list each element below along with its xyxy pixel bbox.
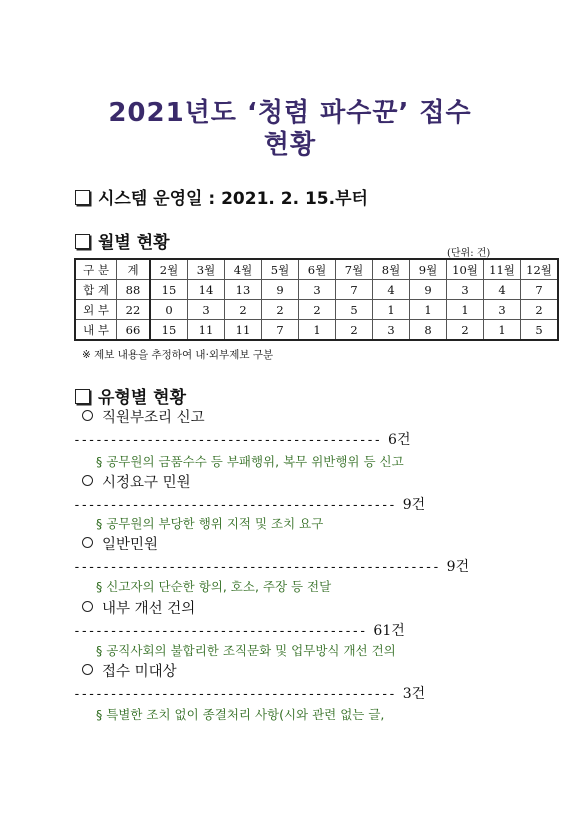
- table-header-cell: 2월: [150, 259, 188, 280]
- table-cell: 11: [188, 320, 225, 341]
- type-item: [82, 471, 191, 492]
- type-name: 내부 개선 건의: [102, 601, 196, 617]
- table-header-cell: 6월: [299, 259, 336, 280]
- table-cell: 1: [299, 320, 336, 341]
- table-cell: 7: [336, 280, 373, 300]
- table-cell: 2: [225, 300, 262, 320]
- table-row: [75, 300, 558, 320]
- table-cell: 4: [373, 280, 410, 300]
- type-item: [82, 660, 177, 681]
- section-by-type: [75, 383, 186, 408]
- table-header-cell: 5월: [262, 259, 299, 280]
- table-cell: 0: [150, 300, 188, 320]
- table-cell: 5: [521, 320, 559, 341]
- type-name: 시정요구 민원: [102, 475, 191, 491]
- type-count: 6건: [388, 432, 411, 448]
- table-header-cell: 4월: [225, 259, 262, 280]
- table-row: [75, 280, 558, 300]
- table-header-cell: 12월: [521, 259, 559, 280]
- table-header-cell: 7월: [336, 259, 373, 280]
- circle-bullet-icon: [82, 664, 93, 675]
- section-operation-date: [75, 184, 368, 209]
- table-cell: 5: [336, 300, 373, 320]
- table-cell: 2: [521, 300, 559, 320]
- type-item: [82, 533, 158, 554]
- table-header-cell: 11월: [484, 259, 521, 280]
- table-header-cell: 3월: [188, 259, 225, 280]
- checkbox-square-icon: [75, 234, 90, 249]
- table-cell: 3: [188, 300, 225, 320]
- dash-leader: --------------------------------------------------: [73, 560, 447, 575]
- table-row: [75, 320, 558, 341]
- table-cell: 4: [484, 280, 521, 300]
- dash-leader: ----------------------------------------: [73, 624, 374, 639]
- type-description: § 특별한 조치 없이 종결처리 사항(시와 관련 없는 글,: [96, 707, 385, 722]
- table-cell: 15: [150, 320, 188, 341]
- section-monthly: [75, 228, 170, 253]
- section-label: 시스템 운영일 : 2021. 2. 15.부터: [98, 189, 368, 209]
- circle-bullet-icon: [82, 475, 93, 486]
- table-header-cell: 구 분: [75, 259, 117, 280]
- type-count: 9건: [402, 497, 426, 513]
- page-title-line2: 현황: [263, 130, 317, 160]
- type-count-line: [73, 620, 405, 640]
- type-name: 직원부조리 신고: [102, 410, 205, 426]
- table-cell: 8: [410, 320, 447, 341]
- type-count: 9건: [446, 559, 470, 575]
- type-description: § 공직사회의 불합리한 조직문화 및 업무방식 개선 건의: [96, 643, 396, 658]
- table-cell: 7: [262, 320, 299, 341]
- type-count: 3건: [402, 686, 426, 702]
- circle-bullet-icon: [82, 537, 93, 548]
- type-count-line: [73, 556, 469, 576]
- table-cell: 3: [373, 320, 410, 341]
- type-count-line: [73, 683, 425, 703]
- table-cell: 88: [117, 280, 151, 300]
- table-cell: 14: [188, 280, 225, 300]
- table-cell: 1: [410, 300, 447, 320]
- type-description: § 신고자의 단순한 항의, 호소, 주장 등 전달: [96, 579, 332, 594]
- table-cell: 9: [410, 280, 447, 300]
- table-cell: 3: [447, 280, 484, 300]
- table-cell: 66: [117, 320, 151, 341]
- dash-leader: --------------------------------------------: [73, 498, 403, 513]
- type-description: § 공무원의 금품수수 등 부패행위, 복무 위반행위 등 신고: [96, 454, 404, 469]
- checkbox-square-icon: [75, 190, 90, 205]
- type-count: 61건: [373, 623, 405, 639]
- table-header-cell: 계: [117, 259, 151, 280]
- checkbox-square-icon: [75, 389, 90, 404]
- circle-bullet-icon: [82, 601, 93, 612]
- monthly-stats-table: [74, 258, 559, 341]
- table-cell: 1: [484, 320, 521, 341]
- section-label: 월별 현황: [98, 233, 170, 253]
- circle-bullet-icon: [82, 410, 93, 421]
- table-cell: 2: [336, 320, 373, 341]
- table-cell: 9: [262, 280, 299, 300]
- table-header-cell: 9월: [410, 259, 447, 280]
- table-cell: 2: [262, 300, 299, 320]
- type-name: 일반민원: [102, 537, 159, 553]
- table-cell: 외 부: [75, 300, 117, 320]
- table-cell: 15: [150, 280, 188, 300]
- type-count-line: [73, 429, 410, 449]
- table-cell: 2: [447, 320, 484, 341]
- table-footnote: ※ 제보 내용을 추정하여 내·외부제보 구분: [82, 349, 274, 361]
- table-header-cell: 10월: [447, 259, 484, 280]
- table-cell: 3: [299, 280, 336, 300]
- table-cell: 13: [225, 280, 262, 300]
- page-title: 2021년도 ‘청렴 파수꾼’ 접수: [108, 98, 472, 128]
- table-cell: 11: [225, 320, 262, 341]
- table-cell: 7: [521, 280, 559, 300]
- table-cell: 22: [117, 300, 151, 320]
- table-cell: 1: [447, 300, 484, 320]
- table-cell: 1: [373, 300, 410, 320]
- type-description: § 공무원의 부당한 행위 지적 및 조치 요구: [96, 516, 324, 531]
- table-header-row: [75, 259, 558, 280]
- type-name: 접수 미대상: [102, 664, 177, 680]
- table-cell: 3: [484, 300, 521, 320]
- type-item: [82, 406, 205, 427]
- dash-leader: ------------------------------------------: [73, 433, 389, 448]
- type-count-line: [73, 494, 425, 514]
- table-cell: 내 부: [75, 320, 117, 341]
- section-label: 유형별 현황: [98, 388, 187, 408]
- unit-label: (단위: 건): [447, 248, 491, 259]
- table-header-cell: 8월: [373, 259, 410, 280]
- type-item: [82, 597, 195, 618]
- table-cell: 2: [299, 300, 336, 320]
- dash-leader: --------------------------------------------: [73, 687, 403, 702]
- table-cell: 합 계: [75, 280, 117, 300]
